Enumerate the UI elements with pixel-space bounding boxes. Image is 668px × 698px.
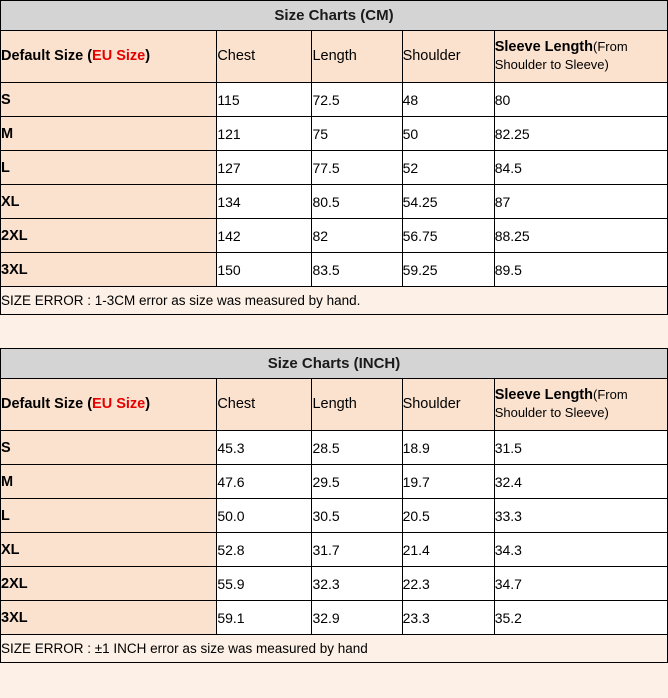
cell-shoulder: 22.3: [402, 567, 494, 601]
column-header-default-size: [1, 379, 217, 431]
size-table-inch: [0, 348, 668, 663]
cell-size: S: [1, 431, 217, 465]
size-chart-cm: [0, 0, 668, 315]
header-text-b: ): [145, 47, 151, 64]
cell-sleeve: 82.25: [494, 117, 667, 151]
header-text-b: ): [145, 395, 151, 412]
column-header-chest: Chest: [217, 31, 312, 83]
cell-chest: 59.1: [217, 601, 312, 635]
table-row: [1, 431, 668, 465]
cell-size: 3XL: [1, 601, 217, 635]
column-header-length: Length: [312, 379, 402, 431]
table-caption-row: [1, 349, 668, 379]
cell-shoulder: 21.4: [402, 533, 494, 567]
cell-size: 3XL: [1, 253, 217, 287]
cell-shoulder: 50: [402, 117, 494, 151]
column-header-shoulder: Shoulder: [402, 379, 494, 431]
header-text-a: Default Size (: [1, 47, 93, 64]
cell-sleeve: 32.4: [494, 465, 667, 499]
header-sleeve-text: Sleeve Length: [494, 387, 593, 404]
cell-sleeve: 34.3: [494, 533, 667, 567]
cell-chest: 134: [217, 185, 312, 219]
table-row: [1, 567, 668, 601]
cell-length: 32.9: [312, 601, 402, 635]
cell-sleeve: 87: [494, 185, 667, 219]
table-error-note-row: [1, 635, 668, 663]
cell-sleeve: 89.5: [494, 253, 667, 287]
cell-length: 72.5: [312, 83, 402, 117]
table-header-row: [1, 379, 668, 431]
cell-length: 31.7: [312, 533, 402, 567]
column-header-default-size: [1, 31, 217, 83]
cell-size: XL: [1, 185, 217, 219]
size-error-note: SIZE ERROR : 1-3CM error as size was measured by hand.: [1, 287, 668, 315]
header-sleeve-text: Sleeve Length: [494, 39, 593, 56]
cell-sleeve: 31.5: [494, 431, 667, 465]
cell-shoulder: 59.25: [402, 253, 494, 287]
header-sleeve-note: (From Shoulder to Sleeve): [494, 387, 628, 420]
header-text-eu: EU Size: [92, 47, 146, 64]
cell-sleeve: 88.25: [494, 219, 667, 253]
cell-shoulder: 54.25: [402, 185, 494, 219]
cell-sleeve: 34.7: [494, 567, 667, 601]
table-caption-row: [1, 1, 668, 31]
table-row: [1, 185, 668, 219]
size-table-cm: [0, 0, 668, 315]
cell-chest: 50.0: [217, 499, 312, 533]
column-header-shoulder: Shoulder: [402, 31, 494, 83]
column-header-sleeve-length: [494, 31, 667, 83]
chart-caption: Size Charts (INCH): [1, 349, 668, 379]
table-row: [1, 253, 668, 287]
table-row: [1, 83, 668, 117]
cell-chest: 45.3: [217, 431, 312, 465]
cell-length: 28.5: [312, 431, 402, 465]
table-row: [1, 465, 668, 499]
table-row: [1, 219, 668, 253]
cell-length: 77.5: [312, 151, 402, 185]
cell-size: S: [1, 83, 217, 117]
cell-size: 2XL: [1, 219, 217, 253]
cell-size: XL: [1, 533, 217, 567]
table-row: [1, 533, 668, 567]
chart-caption: Size Charts (CM): [1, 1, 668, 31]
cell-chest: 47.6: [217, 465, 312, 499]
cell-length: 80.5: [312, 185, 402, 219]
cell-chest: 52.8: [217, 533, 312, 567]
cell-shoulder: 19.7: [402, 465, 494, 499]
header-text-a: Default Size (: [1, 395, 93, 412]
cell-shoulder: 52: [402, 151, 494, 185]
cell-length: 32.3: [312, 567, 402, 601]
column-header-chest: Chest: [217, 379, 312, 431]
cell-sleeve: 80: [494, 83, 667, 117]
cell-length: 75: [312, 117, 402, 151]
table-row: [1, 117, 668, 151]
cell-shoulder: 20.5: [402, 499, 494, 533]
cell-shoulder: 18.9: [402, 431, 494, 465]
cell-shoulder: 48: [402, 83, 494, 117]
cell-shoulder: 56.75: [402, 219, 494, 253]
cell-size: L: [1, 151, 217, 185]
cell-sleeve: 33.3: [494, 499, 667, 533]
size-chart-inch: [0, 348, 668, 663]
cell-chest: 55.9: [217, 567, 312, 601]
header-text-eu: EU Size: [92, 395, 146, 412]
table-error-note-row: [1, 287, 668, 315]
cell-length: 82: [312, 219, 402, 253]
cell-sleeve: 84.5: [494, 151, 667, 185]
column-header-length: Length: [312, 31, 402, 83]
cell-chest: 142: [217, 219, 312, 253]
table-row: [1, 151, 668, 185]
cell-chest: 127: [217, 151, 312, 185]
table-row: [1, 601, 668, 635]
table-row: [1, 499, 668, 533]
cell-length: 29.5: [312, 465, 402, 499]
cell-chest: 121: [217, 117, 312, 151]
cell-length: 83.5: [312, 253, 402, 287]
cell-size: L: [1, 499, 217, 533]
cell-size: 2XL: [1, 567, 217, 601]
cell-length: 30.5: [312, 499, 402, 533]
table-header-row: [1, 31, 668, 83]
cell-chest: 115: [217, 83, 312, 117]
column-header-sleeve-length: [494, 379, 667, 431]
chart-spacer: [0, 315, 668, 348]
cell-sleeve: 35.2: [494, 601, 667, 635]
cell-size: M: [1, 117, 217, 151]
cell-shoulder: 23.3: [402, 601, 494, 635]
cell-size: M: [1, 465, 217, 499]
cell-chest: 150: [217, 253, 312, 287]
size-error-note: SIZE ERROR : ±1 INCH error as size was measured by hand: [1, 635, 668, 663]
header-sleeve-note: (From Shoulder to Sleeve): [494, 39, 628, 72]
